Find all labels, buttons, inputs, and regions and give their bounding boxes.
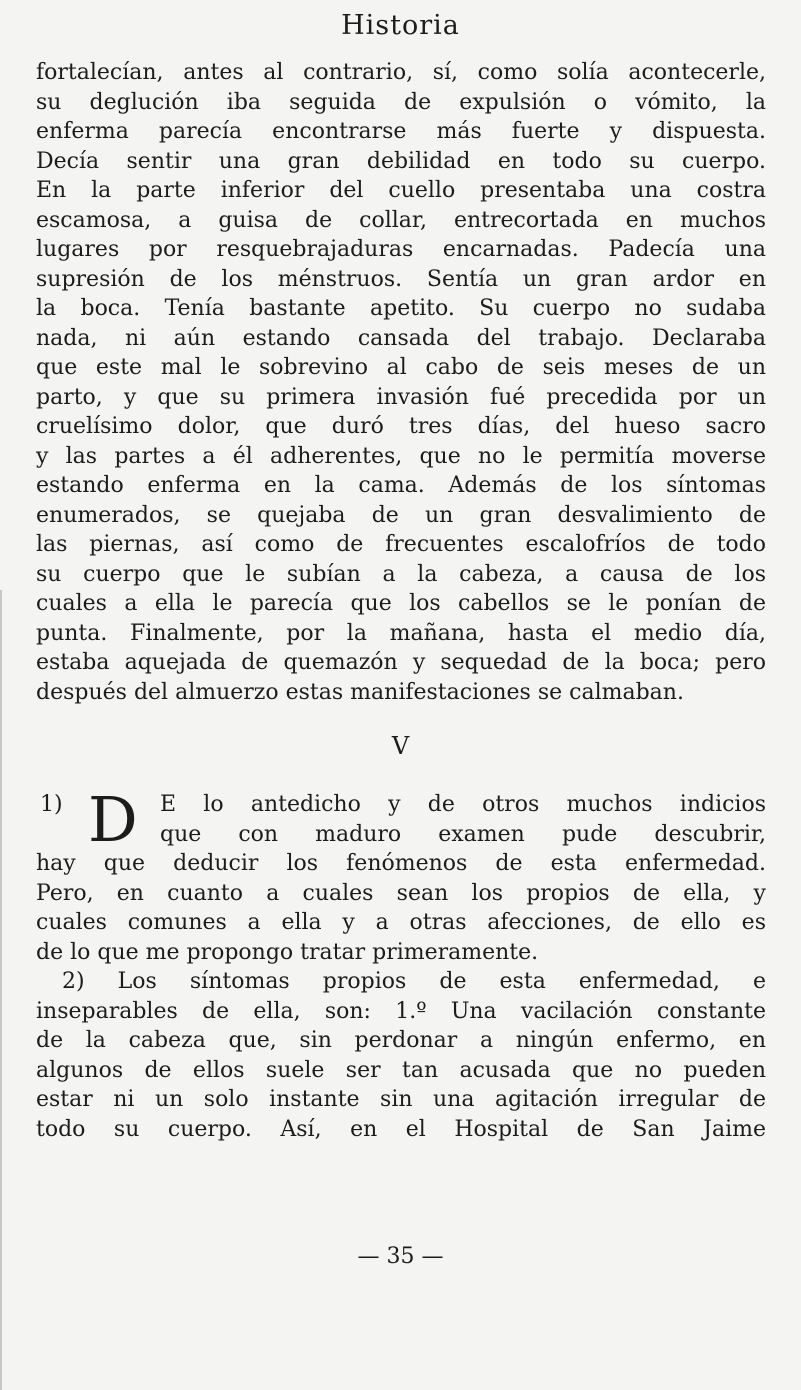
text-line: las piernas, así como de frecuentes escalofríos de todo — [36, 532, 766, 557]
text-line: de lo que me propongo tratar primeramente. — [36, 939, 539, 965]
text-line: enferma parecía encontrarse más fuerte y dispuesta. — [36, 119, 766, 144]
text-line: que este mal le sobrevino al cabo de seis meses de un — [36, 355, 766, 380]
text-line: cuales a ella le parecía que los cabellos se le ponían de — [36, 591, 766, 616]
text-line: de la cabeza que, sin perdonar a ningún enfermo, en — [36, 1028, 766, 1053]
text-line: escamosa, a guisa de collar, entrecortada en muchos — [36, 207, 766, 233]
text-line: su cuerpo que le subían a la cabeza, a causa de los — [36, 561, 766, 587]
page-edge-shadow — [0, 590, 2, 1390]
text-line: nada, ni aún estando cansada del trabajo. Declaraba — [36, 325, 766, 351]
text-line: que con maduro examen pude descubrir, — [160, 821, 766, 847]
text-line: la boca. Tenía bastante apetito. Su cuerpo no sudaba — [36, 296, 766, 321]
text-line: su deglución iba seguida de expulsión o vómito, la — [36, 89, 766, 115]
running-head: Historia — [341, 10, 460, 41]
text-line: estando enferma en la cama. Además de los síntomas — [36, 473, 766, 498]
text-line: En la parte inferior del cuello presentaba una costra — [36, 178, 766, 203]
text-line: después del almuerzo estas manifestaciones se calmaban. — [36, 679, 684, 705]
text-line: fortalecían, antes al contrario, sí, como solía acontecerle, — [36, 60, 766, 85]
text-line: todo su cuerpo. Así, en el Hospital de San Jaime — [36, 1116, 766, 1142]
text-line: y las partes a él adherentes, que no le permitía moverse — [36, 443, 766, 469]
text-line: estar ni un solo instante sin una agitación irregular de — [36, 1087, 766, 1112]
text-line: algunos de ellos suele ser tan acusada que no pueden — [36, 1057, 766, 1083]
paragraph-2-body — [36, 849, 766, 1144]
text-line: Pero, en cuanto a cuales sean los propios de ella, y — [36, 880, 766, 906]
paragraph-2-opening — [160, 790, 766, 849]
text-line: Decía sentir una gran debilidad en todo su cuerpo. — [36, 148, 766, 174]
text-line: 2) Los síntomas propios de esta enfermedad, e — [62, 969, 766, 994]
drop-cap: D — [88, 783, 138, 856]
text-line: parto, y que su primera invasión fué precedida por un — [36, 384, 766, 410]
text-line: cuales comunes a ella y a otras afecciones, de ello es — [36, 910, 766, 935]
text-line: enumerados, se quejaba de un gran desvalimiento de — [36, 502, 766, 528]
text-line: estaba aquejada de quemazón y sequedad de la boca; pero — [36, 650, 766, 675]
section-heading: V — [391, 732, 410, 760]
text-line: supresión de los ménstruos. Sentía un gran ardor en — [36, 266, 766, 292]
paragraph-1 — [36, 58, 766, 707]
text-line: cruelísimo dolor, que duró tres días, del hueso sacro — [36, 414, 766, 439]
text-line: lugares por resquebrajaduras encarnadas. Padecía una — [36, 237, 766, 262]
text-line: inseparables de ella, son: 1.º Una vacilación constante — [36, 998, 766, 1024]
text-line: hay que deducir los fenómenos de esta enfermedad. — [36, 851, 766, 876]
page-number: — 35 — — [357, 1244, 444, 1269]
text-line: punta. Finalmente, por la mañana, hasta el medio día, — [36, 620, 766, 646]
paragraph-number: 1) — [40, 792, 63, 817]
text-line: E lo antedicho y de otros muchos indicios — [160, 792, 766, 817]
